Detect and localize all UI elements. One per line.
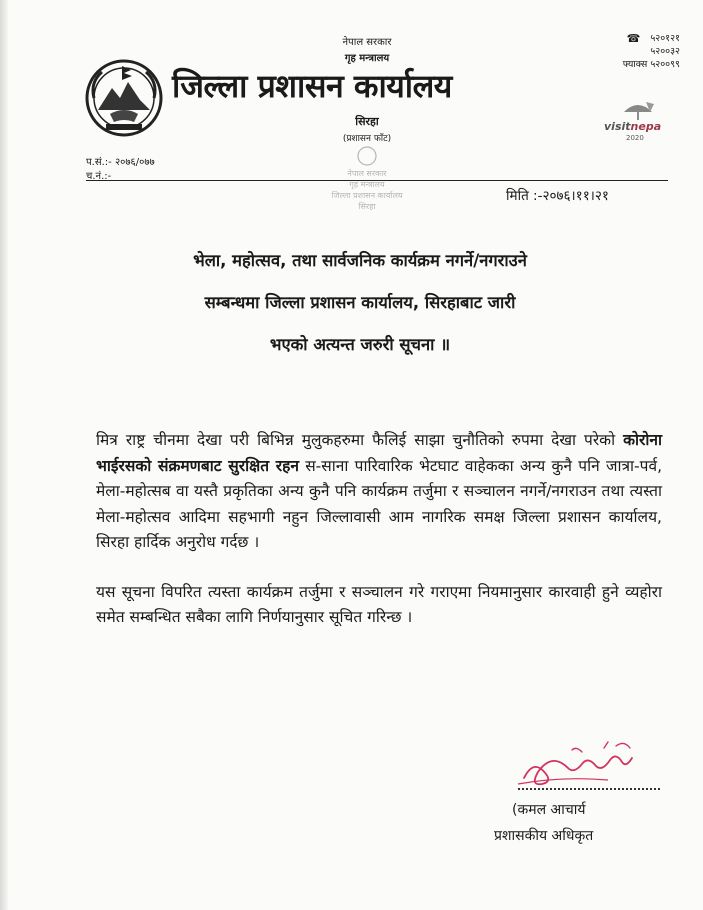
body-paragraph-2: यस सूचना विपरित त्यस्ता कार्यक्रम तर्जुमा र सञ्चालन गरे गराएमा नियमानुसार कारवाही हुने व्यहोरा समेत सम्बन्धित सबैका लागि निर्णयानुसार सूचित गरिन्छ । <box>96 582 662 626</box>
subject-line-3: भएको अत्यन्त जरुरी सूचना ॥ <box>269 335 451 354</box>
para1-text-a: मित्र राष्ट्र चीनमा देखा परी बिभिन्न मुलुकहरुमा फैलिई साझा चुनौतिको रुपमा देखा परेको <box>96 431 624 449</box>
phone-row-2 <box>590 45 680 58</box>
letter-number: प.सं.:- २०७६/०७७ <box>86 157 155 168</box>
stamp-line-1: नेपाल सरकार <box>347 169 387 178</box>
dispatch-number: च.नं.:- <box>86 171 112 182</box>
stamp-line-3: जिल्ला प्रशासन कार्यालय <box>331 191 403 200</box>
fax-number: फ्याक्स ५२००९९ <box>622 59 680 70</box>
body-paragraph-1 <box>96 428 662 556</box>
stamp-line-4: सिरहा <box>358 202 376 211</box>
notice-subject <box>70 240 650 366</box>
visit-nepal-text <box>604 120 661 133</box>
signatory-name: (कमल आचार्य <box>512 802 586 818</box>
visit-suffix: nepa <box>630 120 662 133</box>
ministry-label: गृह मन्त्रालय <box>344 53 390 64</box>
stamp-line-2: गृह मन्त्रालय <box>349 180 385 189</box>
signature-line <box>518 788 660 790</box>
handwritten-signature <box>512 738 652 790</box>
subject-line-2: सम्बन्धमा जिल्ला प्रशासन कार्यालय, सिरहाबाट जारी <box>204 293 516 312</box>
subject-line-1: भेला, महोत्सव, तथा सार्वजनिक कार्यक्रम नगर्ने/नगराउने <box>193 251 527 270</box>
scan-edge <box>0 0 8 910</box>
office-title: जिल्ला प्रशासन कार्यालय <box>172 67 452 105</box>
para1-emphasis: कोरोना भाईरसको संक्रमणबाट सुरक्षित रहन <box>96 431 662 475</box>
notice-body <box>96 428 662 655</box>
nepal-emblem-icon <box>84 58 164 138</box>
phone-row <box>590 32 680 45</box>
phone-number-1: ५२०१२१ <box>650 33 680 44</box>
branch-label: (प्रशासन फाँट) <box>342 134 392 144</box>
letter-date: मिति :-२०७६।११।२१ <box>506 188 609 204</box>
phone-icon: ☎ <box>626 32 641 45</box>
office-stamp-icon <box>312 140 422 220</box>
government-label: नेपाल सरकार <box>342 37 392 48</box>
fax-row <box>590 58 680 71</box>
phone-number-2: ५२००३२ <box>650 46 680 57</box>
district-label: सिरहा <box>355 115 379 128</box>
visit-prefix: visit <box>604 120 631 133</box>
contact-block <box>590 32 680 71</box>
visit-year: 2020 <box>626 134 644 142</box>
para1-text-b: स-साना पारिवारिक भेटघाट वाहेकका अन्य कुनै पनि जात्रा-पर्व, मेला-महोत्सब वा यस्तै प्रकृतिका अन्य कुनै पनि कार्यक्रम तर्जुमा र सञ्चालन नगर्ने/नगराउन तथा त्यस्ता मेला-महोत्सव आदिमा सहभागी नहुन जिल्लावासी आम नागरिक समक्ष जिल्ला प्रशासन कार्यालय, सिरहा हार्दिक अनुरोध गर्दछ । <box>96 456 662 551</box>
signatory-designation: प्रशासकीय अधिकृत <box>494 828 594 844</box>
